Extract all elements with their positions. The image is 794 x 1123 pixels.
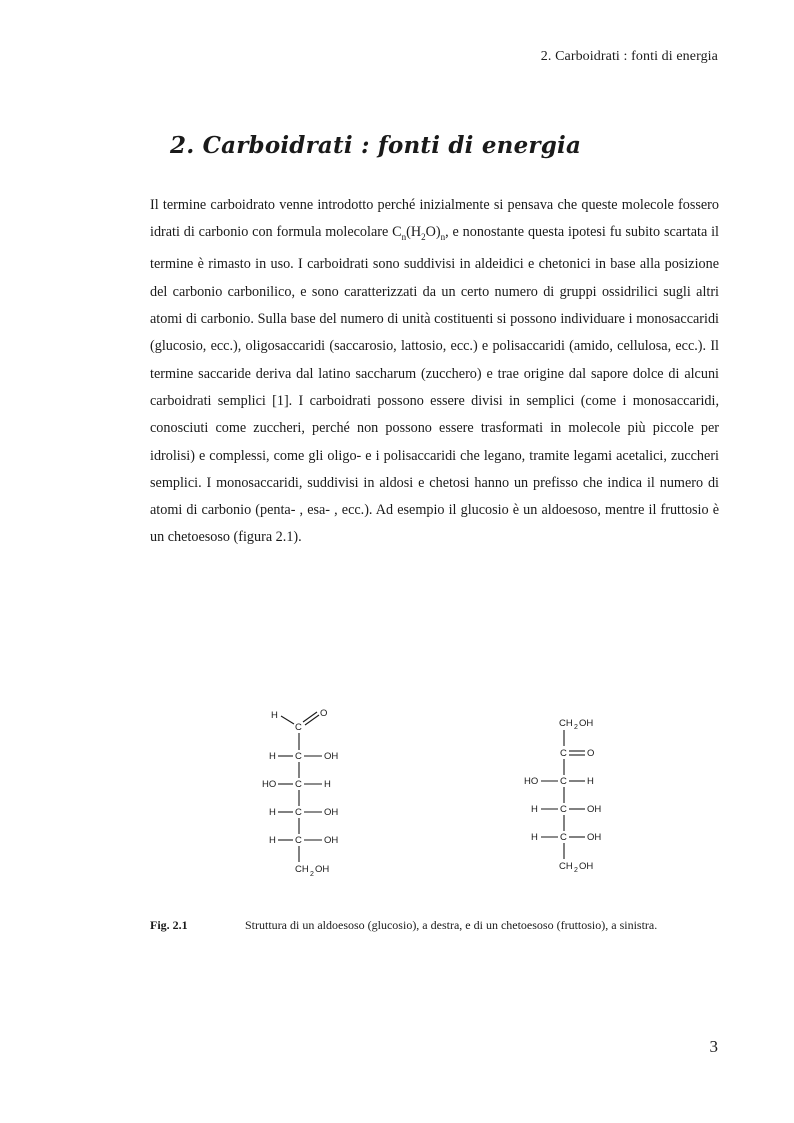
- glucose-oh: OH: [324, 807, 339, 818]
- glucose-oh-bottom: OH: [315, 864, 330, 875]
- paragraph-text-3: O): [425, 224, 441, 241]
- fructose-sub-2: 2: [574, 724, 578, 731]
- fructose-oh-top: OH: [579, 718, 594, 729]
- subscript-n: n: [401, 232, 407, 243]
- glucose-h: H: [269, 807, 276, 818]
- glucose-structure: [262, 708, 338, 878]
- fructose-c2: C: [560, 748, 567, 759]
- bond: [303, 712, 317, 722]
- subscript-2: 2: [421, 232, 426, 243]
- paragraph-text-2: (H: [406, 224, 422, 241]
- fructose-c3: C: [560, 776, 567, 787]
- chapter-title: 2. Carboidrati : fonti di energia: [170, 132, 582, 159]
- glucose-oh: OH: [324, 751, 339, 762]
- glucose-c1: C: [295, 722, 302, 733]
- fructose-h: H: [531, 804, 538, 815]
- glucose-h-top: H: [271, 710, 278, 721]
- fructose-oh: OH: [587, 804, 602, 815]
- glucose-o-top: O: [320, 708, 328, 719]
- glucose-ho: HO: [262, 779, 277, 790]
- fructose-oh-bottom: OH: [579, 861, 594, 872]
- glucose-c4: C: [295, 807, 302, 818]
- fructose-c4: C: [560, 804, 567, 815]
- paragraph-text-4: , e nonostante questa ipotesi fu subito scartata il termine è rimasto in uso. I carboidrati sono suddivisi in aldeidici e chetonici in base alla posizione del carbonio carbonilico, e sono caratterizzati da un certo numero di gruppi ossidrilici sugli altri atomi di carbonio. Sulla base del numero di unità costituenti si possono individuare i monosaccaridi (glucosio, ecc.), oligosaccaridi (saccarosio, lattosio, ecc.) e polisaccaridi (amido, cellulosa, ecc.). Il termine saccaride deriva dal latino saccharum (zucchero) e trae origine dal sapore dolce di alcuni carboidrati semplici [1]. I carboidrati possono essere divisi in semplici (come i monosaccaridi, conosciuti come zuccheri, perché non possono essere trasformati in molecole più piccole per idrolisi) e complessi, come gli oligo- e i polisaccaridi che legano, tramite legami acetalici, zuccheri semplici. I monosaccaridi, suddivisi in aldosi e chetosi hanno un prefisso che indica il numero di atomi di carbonio (penta- , esa- , ecc.). Ad esempio il glucosio è un aldoesoso, mentre il fruttosio è un chetoesoso (figura 2.1).: [150, 224, 719, 546]
- fructose-ho: HO: [524, 776, 539, 787]
- fructose-ch-top: CH: [559, 718, 573, 729]
- glucose-h: H: [269, 751, 276, 762]
- fructose-oh: OH: [587, 832, 602, 843]
- fructose-sub-2: 2: [574, 867, 578, 874]
- bond: [305, 715, 319, 725]
- glucose-oh: OH: [324, 835, 339, 846]
- glucose-c2: C: [295, 751, 302, 762]
- glucose-c3: C: [295, 779, 302, 790]
- fructose-c5: C: [560, 832, 567, 843]
- running-header: 2. Carboidrati : fonti di energia: [540, 49, 718, 64]
- body-paragraph: [150, 192, 719, 552]
- figure-caption: [150, 918, 750, 933]
- glucose-h: H: [269, 835, 276, 846]
- glucose-h: H: [324, 779, 331, 790]
- glucose-c5: C: [295, 835, 302, 846]
- paragraph-text-1: Il termine carboidrato venne introdotto perché inizialmente si pensava che queste molecole fossero idrati di carbonio con formula molecolare C: [150, 197, 719, 241]
- figure-caption-text: Struttura di un aldoesoso (glucosio), a destra, e di un chetoesoso (fruttosio), a sinistra.: [245, 918, 658, 932]
- fructose-ch-bottom: CH: [559, 861, 573, 872]
- glucose-ch: CH: [295, 864, 309, 875]
- fructose-h: H: [587, 776, 594, 787]
- subscript-n: n: [440, 232, 446, 243]
- fructose-h: H: [531, 832, 538, 843]
- page-number: 3: [709, 1037, 718, 1056]
- bond: [281, 716, 294, 724]
- fructose-structure: [524, 718, 601, 874]
- fructose-o: O: [587, 748, 595, 759]
- glucose-sub-2: 2: [310, 871, 314, 878]
- figure-label: Fig. 2.1: [150, 918, 188, 932]
